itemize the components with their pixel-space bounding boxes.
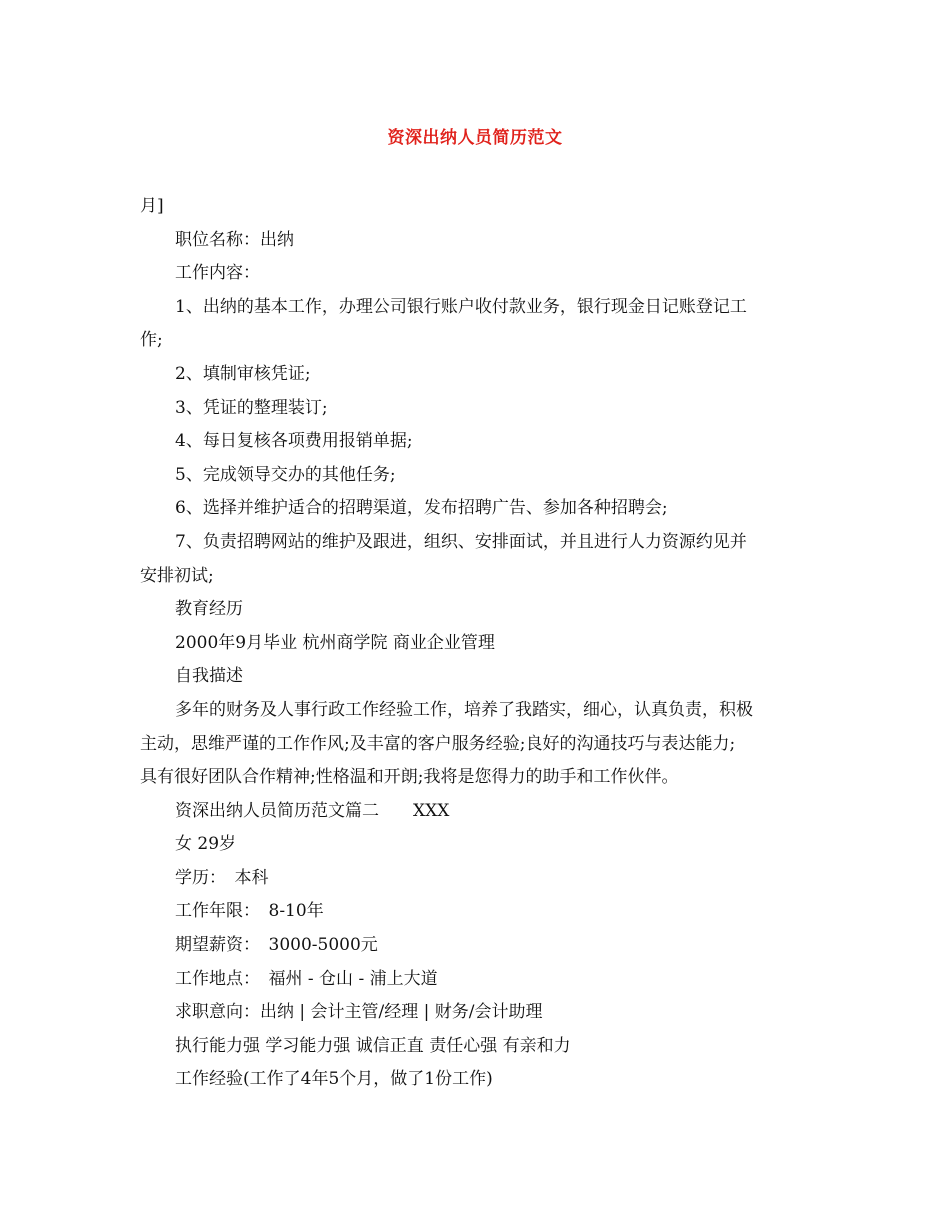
text-line: 求职意向：出纳 | 会计主管/经理 | 财务/会计助理	[175, 1002, 543, 1023]
text-line: 作;	[140, 330, 163, 351]
text-line: 工作内容：	[175, 263, 260, 284]
text-line: 3、凭证的整理装订;	[175, 397, 328, 418]
section-heading: 自我描述	[175, 666, 243, 687]
text-line: 2、填制审核凭证;	[175, 363, 311, 384]
text-line: 主动，思维严谨的工作作风;及丰富的客户服务经验;良好的沟通技巧与表达能力;	[140, 733, 736, 754]
text-line: 执行能力强 学习能力强 诚信正直 责任心强 有亲和力	[175, 1035, 571, 1056]
text-line: 工作年限： 8-10年	[175, 901, 324, 922]
text-line: 多年的财务及人事行政工作经验工作，培养了我踏实，细心，认真负责，积极	[175, 699, 753, 720]
document-title: 资深出纳人员简历范文	[387, 128, 563, 148]
text-line: 安排初试;	[140, 565, 214, 586]
text-line: 5、完成领导交办的其他任务;	[175, 464, 396, 485]
text-line: 具有很好团队合作精神;性格温和开朗;我将是您得力的助手和工作伙伴。	[140, 767, 679, 788]
text-line: 职位名称：出纳	[175, 229, 294, 250]
text-line: 6、选择并维护适合的招聘渠道，发布招聘广告、参加各种招聘会;	[175, 498, 668, 519]
text-line: 女 29岁	[175, 834, 237, 855]
document-body	[140, 190, 812, 1097]
text-line: 资深出纳人员简历范文篇二 XXX	[175, 800, 450, 821]
text-line: 工作经验(工作了4年5个月，做了1份工作)	[175, 1069, 493, 1090]
text-line: 月]	[140, 196, 164, 216]
text-line: 期望薪资： 3000-5000元	[175, 935, 378, 956]
text-line: 学历： 本科	[175, 867, 269, 888]
text-line: 2000年9月毕业 杭州商学院 商业企业管理	[175, 632, 495, 653]
text-line: 工作地点： 福州 - 仓山 - 浦上大道	[175, 968, 438, 989]
text-line: 4、每日复核各项费用报销单据;	[175, 431, 413, 452]
text-line: 7、负责招聘网站的维护及跟进，组织、安排面试，并且进行人力资源约见并	[175, 531, 747, 552]
section-heading: 教育经历	[175, 599, 243, 620]
text-line: 1、出纳的基本工作，办理公司银行账户收付款业务，银行现金日记账登记工	[175, 296, 747, 317]
